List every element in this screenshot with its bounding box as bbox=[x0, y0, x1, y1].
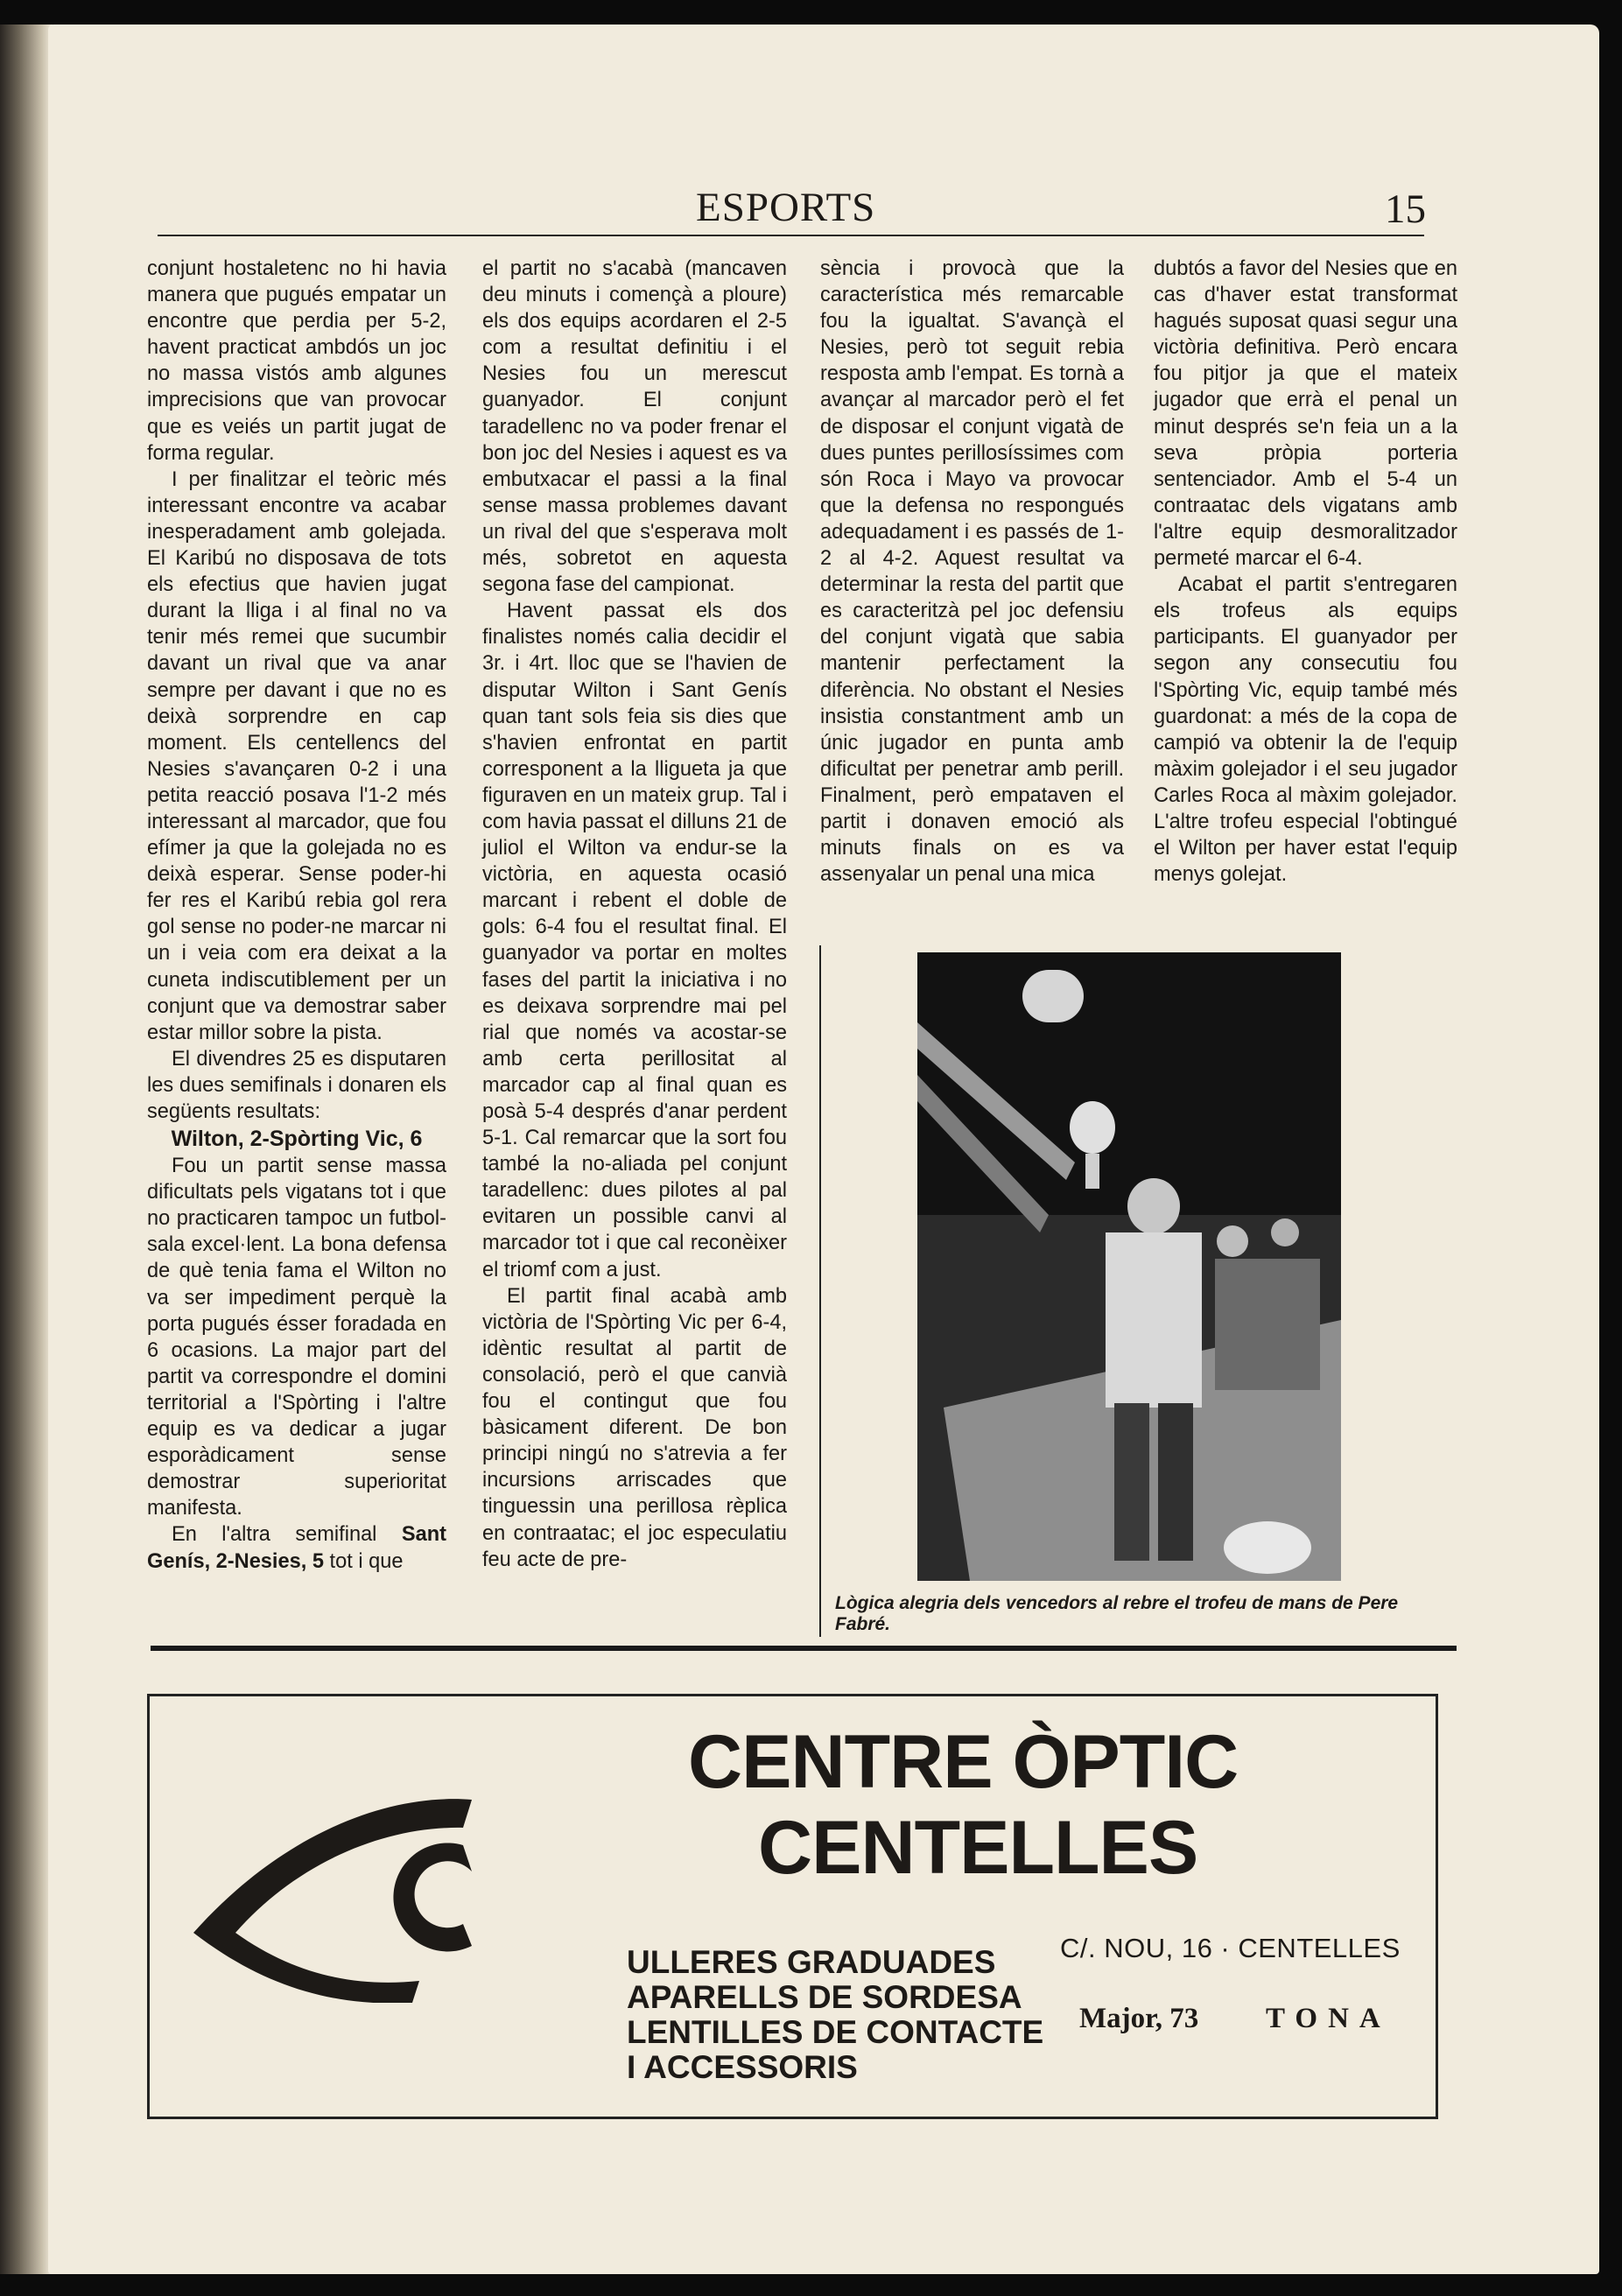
trophy-photo bbox=[917, 952, 1341, 1581]
ad-address-centelles: C/. NOU, 16 · CENTELLES bbox=[1060, 1933, 1401, 1963]
result-inline-sant-genis: Sant Genís, 2-Nesies, 5 bbox=[147, 1523, 446, 1573]
book-spine bbox=[0, 25, 53, 2274]
col1-p5-pre: En l'altra semifinal bbox=[172, 1523, 377, 1547]
ad-service: LENTILLES DE CONTACTE bbox=[627, 2014, 1044, 2050]
ad-services-list bbox=[627, 1945, 1043, 2085]
section-title: ESPORTS bbox=[696, 185, 876, 230]
col1-paragraph-5 bbox=[147, 1521, 446, 1574]
ad-title-line-1: CENTRE ÒPTIC bbox=[688, 1720, 1239, 1804]
article-column-1 bbox=[147, 256, 446, 1575]
col2-paragraph-3: El partit final acabà amb victòria de l'Spòrting Vic per 6-4, idèntic resultat al partit de consolació, però el que canvià fou el contingut que fou bàsicament diferent. De bon principi ningú no s'atrevia a fer incursions arriscades que tinguessin una perillosa rèplica en contraatac; el joc especulatiu feu acte de pre- bbox=[482, 1284, 787, 1571]
col1-paragraph-2: I per finalitzar el teòric més interessant encontre va acabar inesperadament amb golejada. El Karibú no disposava de tots els efectius que havien jugat durant la lliga i al final no va tenir més remei que sucumbir davant un rival que va anar sempre per davant i que no es deixà sorprendre en cap moment. Els centellencs del Nesies s'avançaren 0-2 i una petita reacció posava l'1-2 més interessant al marcador, que fou efímer ja que la golejada no es deixà esperar. Sense poder-hi fer res el Karibú rebia gol rera gol sense no poder-ne marcar ni un i veia com era deixat a la cuneta indiscutiblement per un conjunt que va demostrar saber estar millor sobre la pista. bbox=[147, 467, 446, 1044]
col2-paragraph-2: Havent passat els dos finalistes només calia decidir el 3r. i 4rt. lloc que se l'havien de disputar Wilton i Sant Genís quan tant sols feia sis dies que s'havien enfrontat en partit corresponent a la lligueta ja que figuraven en un mateix grup. Tal i com havia passat el dilluns 21 de juliol el Wilton va endur-se la victòria, en aquesta ocasió marcant i rebent el doble de gols: 6-4 fou el resultat final. El guanyador va portar en moltes fases del partit la iniciativa i no es deixava sorprendre mai pel rial que només va acostar-se amb certa perillositat al marcador cap al final quan es posà 5-4 després d'anar perdent 5-1. Cal remarcar que la sort fou també la no-aliada pel conjunt taradellenc: dues pilotes al pal evitaren un possible canvi al marcador tot i que cal reconèixer el triomf com a just. bbox=[482, 600, 787, 1281]
col1-p5-post: tot i que bbox=[329, 1549, 404, 1573]
photo-frame-left-rule bbox=[819, 945, 821, 1637]
ad-address-tona-town: TONA bbox=[1266, 2003, 1391, 2034]
trophy-photo-illustration bbox=[917, 952, 1341, 1581]
ad-address-tona-street: Major, 73 bbox=[1079, 2003, 1199, 2034]
photo-caption: Lògica alegria dels vencedors al rebre el trofeu de mans de Pere Fabré. bbox=[835, 1593, 1399, 1634]
result-heading-wilton: Wilton, 2-Spòrting Vic, 6 bbox=[171, 1127, 423, 1152]
article-bottom-rule bbox=[151, 1646, 1457, 1651]
col4-paragraph-2: Acabat el partit s'entregaren els trofeus als equips participants. El guanyador per segon any consecutiu fou l'Spòrting Vic, equip també més guardonat: a més de la copa de campió va obtenir la de l'equip màxim golejador i el seu jugador Carles Roca al màxim golejador. L'altre trofeu especial l'obtingué el Wilton per haver estat l'equip menys golejat. bbox=[1154, 573, 1457, 887]
col4-paragraph-1: dubtós a favor del Nesies que en cas d'haver estat transformat hagués suposat quasi segur una victòria definitiva. Però encara fou pitjor ja que el mateix jugador que errà el penal un minut després se'n feia un a la seva pròpia porteria sentenciador. Amb el 5-4 un contraatac dels vigatans amb l'altre equip desmoralitzador permeté marcar el 6-4. bbox=[1154, 257, 1457, 571]
optician-advertisement bbox=[147, 1694, 1438, 2119]
ad-service: I ACCESSORIS bbox=[627, 2049, 858, 2085]
article-column-2 bbox=[482, 256, 787, 1573]
eye-logo bbox=[183, 1758, 551, 2003]
article-column-3 bbox=[820, 256, 1124, 888]
col3-paragraph-1: sència i provocà que la característica més remarcable fou la igualtat. S'avançà el Nesies, però tot seguit rebia resposta amb l'empat. Es tornà a avançar al marcador però el fet de disposar el conjunt vigatà de dues puntes perillosíssimes com són Roca i Mayo va provocar que la defensa no respongués adequadament i es passés de 1-2 al 4-2. Aquest resultat va determinar la resta del partit que es caracteritzà pel joc defensiu del conjunt vigatà que sabia mantenir perfectament la diferència. No obstant el Nesies insistia constantment amb un únic jugador en punta amb dificultat per penetrar amb perill. Finalment, però empataven el partit i donaven emoció als minuts finals on es va assenyalar un penal una mica bbox=[820, 257, 1124, 887]
ad-service: APARELLS DE SORDESA bbox=[627, 1979, 1022, 2015]
col1-paragraph-3: El divendres 25 es disputaren les dues semifinals i donaren els següents resultats: bbox=[147, 1047, 446, 1123]
col1-paragraph-4: Fou un partit sense massa dificultats pels vigatans tot i que no practicaren tampoc un futbol-sala excel·lent. La bona defensa de què tenia fama el Wilton no va ser impediment perquè la porta pugués ésser foradada en 6 ocasions. La major part del partit va correspondre el domini territorial a l'Spòrting i l'altre equip es va dedicar a jugar esporàdicament sense demostrar superioritat manifesta. bbox=[147, 1155, 446, 1520]
ad-title-line-2: CENTELLES bbox=[758, 1806, 1198, 1890]
article-column-4 bbox=[1154, 256, 1457, 888]
col1-paragraph-1: conjunt hostaletenc no hi havia manera que pugués empatar un encontre que perdia per 5-2, havent practicat ambdós un joc no massa vistós amb algunes imprecisions que van provocar que es veiés un partit jugat de forma regular. bbox=[147, 257, 446, 465]
page-number: 15 bbox=[1385, 186, 1426, 232]
col2-paragraph-1: el partit no s'acabà (mancaven deu minuts i començà a ploure) els dos equips acordaren el 2-5 com a resultat definitiu i el Nesies fou un merescut guanyador. El conjunt taradellenc no va poder frenar el bon joc del Nesies i aquest es va embutxacar el passi a la final sense massa problemes davant un rival del que s'esperava molt més, sobretot en aquesta segona fase del campionat. bbox=[482, 257, 787, 597]
header-rule bbox=[158, 235, 1424, 236]
ad-service: ULLERES GRADUADES bbox=[627, 1944, 996, 1980]
